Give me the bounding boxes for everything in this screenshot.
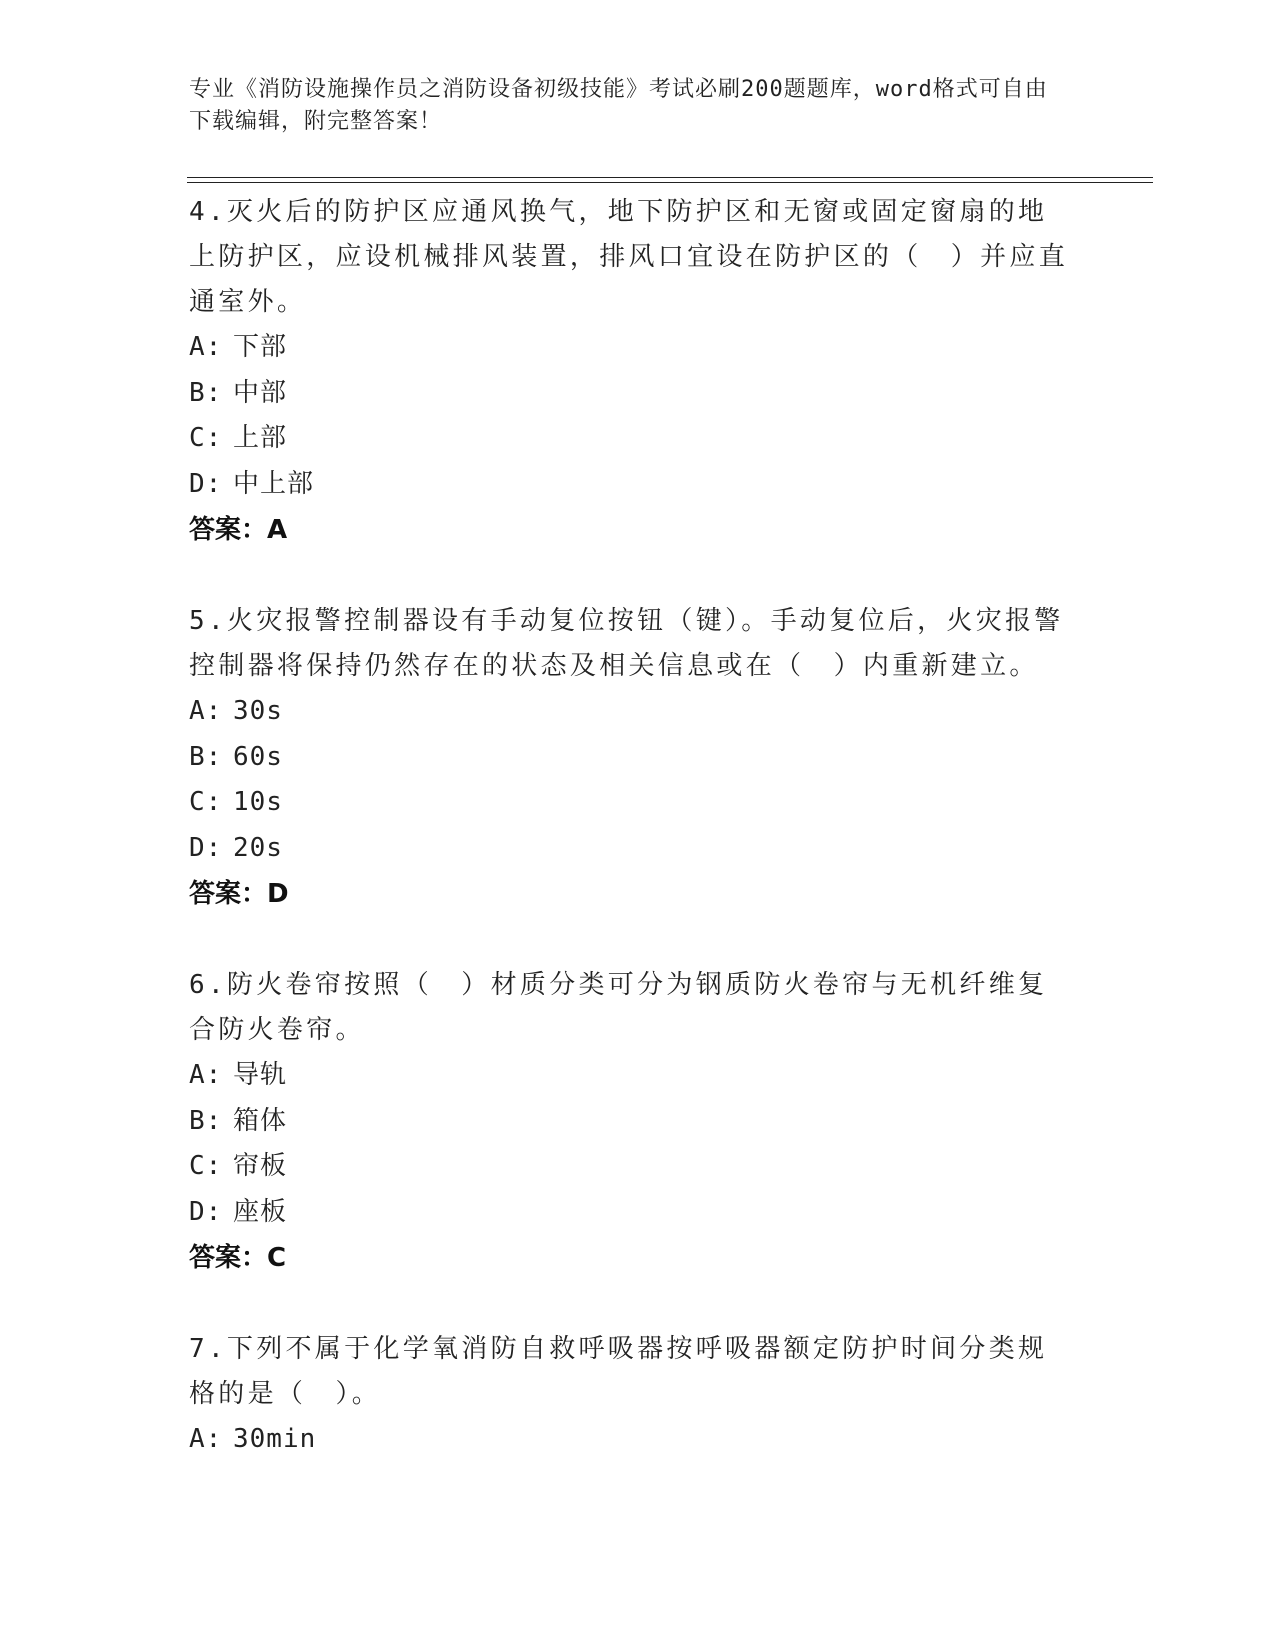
option-letter: A: (189, 696, 223, 726)
question-stem: 5.火灾报警控制器设有手动复位按钮（键）。手动复位后，火灾报警控制器将保持仍然存在的状态及相关信息或在（ ）内重新建立。 (189, 606, 1064, 681)
option-text: 中部 (233, 377, 288, 408)
option-letter: C: (189, 423, 223, 453)
question-item (189, 190, 1069, 553)
option-b (189, 371, 1069, 417)
option-letter: B: (189, 741, 223, 772)
header-rule-top (187, 177, 1153, 178)
option-letter: B: (189, 377, 223, 408)
option-text: 导轨 (233, 1060, 288, 1090)
option-letter: D: (189, 1196, 223, 1227)
option-a (189, 1417, 1069, 1463)
option-b (189, 1099, 1069, 1145)
option-text: 下部 (233, 332, 288, 362)
option-text: 30s (233, 696, 283, 726)
option-c (189, 1144, 1069, 1190)
option-letter: D: (189, 832, 223, 863)
option-d (189, 1190, 1069, 1236)
answer-line: 答案：C (189, 1243, 287, 1273)
option-letter: A: (189, 332, 223, 362)
option-d (189, 462, 1069, 508)
option-d (189, 826, 1069, 872)
option-a (189, 689, 1069, 735)
option-text: 20s (233, 832, 283, 863)
question-stem: 4.灭火后的防护区应通风换气，地下防护区和无窗或固定窗扇的地上防护区，应设机械排风装置，排风口宜设在防护区的（ ）并应直通室外。 (189, 197, 1069, 317)
option-b (189, 735, 1069, 781)
question-item (189, 1327, 1069, 1463)
question-stem: 6.防火卷帘按照（ ）材质分类可分为钢质防火卷帘与无机纤维复合防火卷帘。 (189, 970, 1048, 1045)
option-letter: C: (189, 1151, 223, 1181)
option-text: 箱体 (233, 1105, 288, 1136)
option-c (189, 416, 1069, 462)
question-item (189, 963, 1069, 1281)
option-letter: B: (189, 1105, 223, 1136)
option-text: 帘板 (233, 1151, 288, 1181)
question-item (189, 599, 1069, 917)
option-letter: A: (189, 1424, 223, 1454)
option-text: 10s (233, 787, 283, 817)
option-letter: A: (189, 1060, 223, 1090)
header-rule-bottom (187, 182, 1153, 183)
answer-line: 答案：D (189, 879, 289, 909)
option-text: 座板 (233, 1196, 288, 1227)
option-text: 上部 (233, 423, 288, 453)
answer-line: 答案：A (189, 515, 288, 545)
option-letter: C: (189, 787, 223, 817)
option-c (189, 780, 1069, 826)
document-intro: 专业《消防设施操作员之消防设备初级技能》考试必刷200题题库，word格式可自由下载编辑，附完整答案！ (189, 77, 1048, 134)
option-a (189, 325, 1069, 371)
question-list (189, 190, 1069, 1509)
question-stem: 7.下列不属于化学氧消防自救呼吸器按呼吸器额定防护时间分类规格的是（ ）。 (189, 1334, 1048, 1409)
option-text: 30min (233, 1424, 317, 1454)
option-text: 中上部 (233, 468, 315, 499)
option-letter: D: (189, 468, 223, 499)
option-a (189, 1053, 1069, 1099)
option-text: 60s (233, 741, 283, 772)
